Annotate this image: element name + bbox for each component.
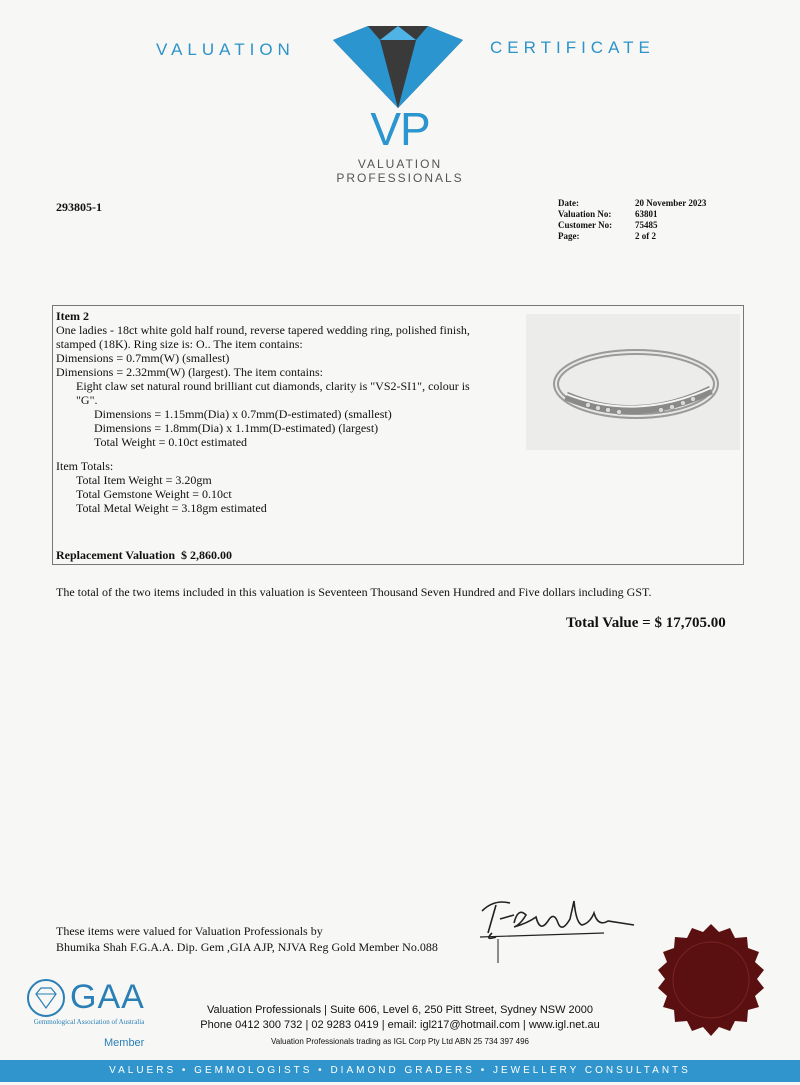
valuer-credentials: Bhumika Shah F.G.A.A. Dip. Gem ,GIA AJP, NJVA Reg Gold Member No.088 <box>56 940 438 954</box>
gaa-mark: GAA <box>70 978 145 1016</box>
replacement-valuation <box>56 548 232 563</box>
meta-value: 63801 <box>635 209 658 219</box>
valuation-label: Replacement Valuation <box>56 548 176 562</box>
meta-value: 2 of 2 <box>635 231 656 241</box>
footer-bar: VALUERS • GEMMOLOGISTS • DIAMOND GRADERS • JEWELLERY CONSULTANTS <box>0 1060 800 1082</box>
totals-heading: Item Totals: <box>56 459 114 473</box>
stone-dimension: Dimensions = 1.8mm(Dia) x 1.1mm(D-estimated) (largest) <box>94 421 379 435</box>
item-dimension: Dimensions = 0.7mm(W) (smallest) <box>56 351 230 365</box>
item-heading: Item 2 <box>56 309 89 323</box>
header-certificate: CERTIFICATE <box>490 38 655 57</box>
header-valuation: VALUATION <box>156 40 295 59</box>
meta-block <box>558 198 745 242</box>
logo-vp: VP <box>370 103 430 155</box>
meta-row-customer-no <box>558 220 745 231</box>
gaa-member: Member <box>104 1037 145 1049</box>
logo-subtitle-2: PROFESSIONALS <box>336 171 464 185</box>
stone-dimension: Dimensions = 1.15mm(Dia) x 0.7mm(D-estimated) (smallest) <box>94 407 392 421</box>
item-desc-line: stamped (18K). Ring size is: O.. The item contains: <box>56 337 303 351</box>
valued-by-line: These items were valued for Valuation Professionals by <box>56 924 323 938</box>
footer-address: Valuation Professionals | Suite 606, Level 6, 250 Pitt Street, Sydney NSW 2000 <box>206 1004 594 1016</box>
meta-row-page <box>558 231 745 242</box>
seal-icon <box>652 922 770 1040</box>
total-metal-weight: Total Metal Weight = 3.18gm estimated <box>76 501 267 515</box>
stones-desc: "G". <box>76 393 98 407</box>
meta-label: Date: <box>558 198 579 208</box>
meta-row-valuation-no <box>558 209 745 220</box>
total-gemstone-weight: Total Gemstone Weight = 0.10ct <box>76 487 232 501</box>
stone-weight: Total Weight = 0.10ct estimated <box>94 435 248 449</box>
ring-photo <box>526 314 740 450</box>
footer-abn: Valuation Professionals trading as IGL Corp Pty Ltd ABN 25 734 397 496 <box>271 1037 529 1046</box>
meta-label: Page: <box>558 231 580 241</box>
meta-label: Customer No: <box>558 220 613 230</box>
total-in-words: The total of the two items included in this valuation is Seventeen Thousand Seven Hundred and Five dollars including GST. <box>56 585 652 599</box>
total-value: Total Value = $ 17,705.00 <box>566 615 726 631</box>
meta-row-date <box>558 198 745 209</box>
item-box <box>52 305 744 565</box>
item-description <box>56 309 526 515</box>
reference-number: 293805-1 <box>56 200 102 214</box>
footer-contact: Phone 0412 300 732 | 02 9283 0419 | email: igl217@hotmail.com | www.igl.net.au <box>200 1019 600 1031</box>
item-desc-line: One ladies - 18ct white gold half round, reverse tapered wedding ring, polished finish, <box>56 323 470 337</box>
meta-label: Valuation No: <box>558 209 612 219</box>
logo-subtitle-1: VALUATION <box>357 157 443 171</box>
total-item-weight: Total Item Weight = 3.20gm <box>76 473 212 487</box>
signature-icon <box>474 893 644 965</box>
item-dimension: Dimensions = 2.32mm(W) (largest). The item contains: <box>56 365 323 379</box>
stones-desc: Eight claw set natural round brilliant cut diamonds, clarity is "VS2-SI1", colour is <box>76 379 470 393</box>
valued-by <box>56 923 438 955</box>
meta-value: 20 November 2023 <box>635 198 707 208</box>
diamond-logo-icon <box>328 22 468 112</box>
meta-value: 75485 <box>635 220 658 230</box>
valuation-value: $ 2,860.00 <box>181 548 233 562</box>
gaa-subtitle: Gemmological Association of Australia <box>33 1018 145 1026</box>
